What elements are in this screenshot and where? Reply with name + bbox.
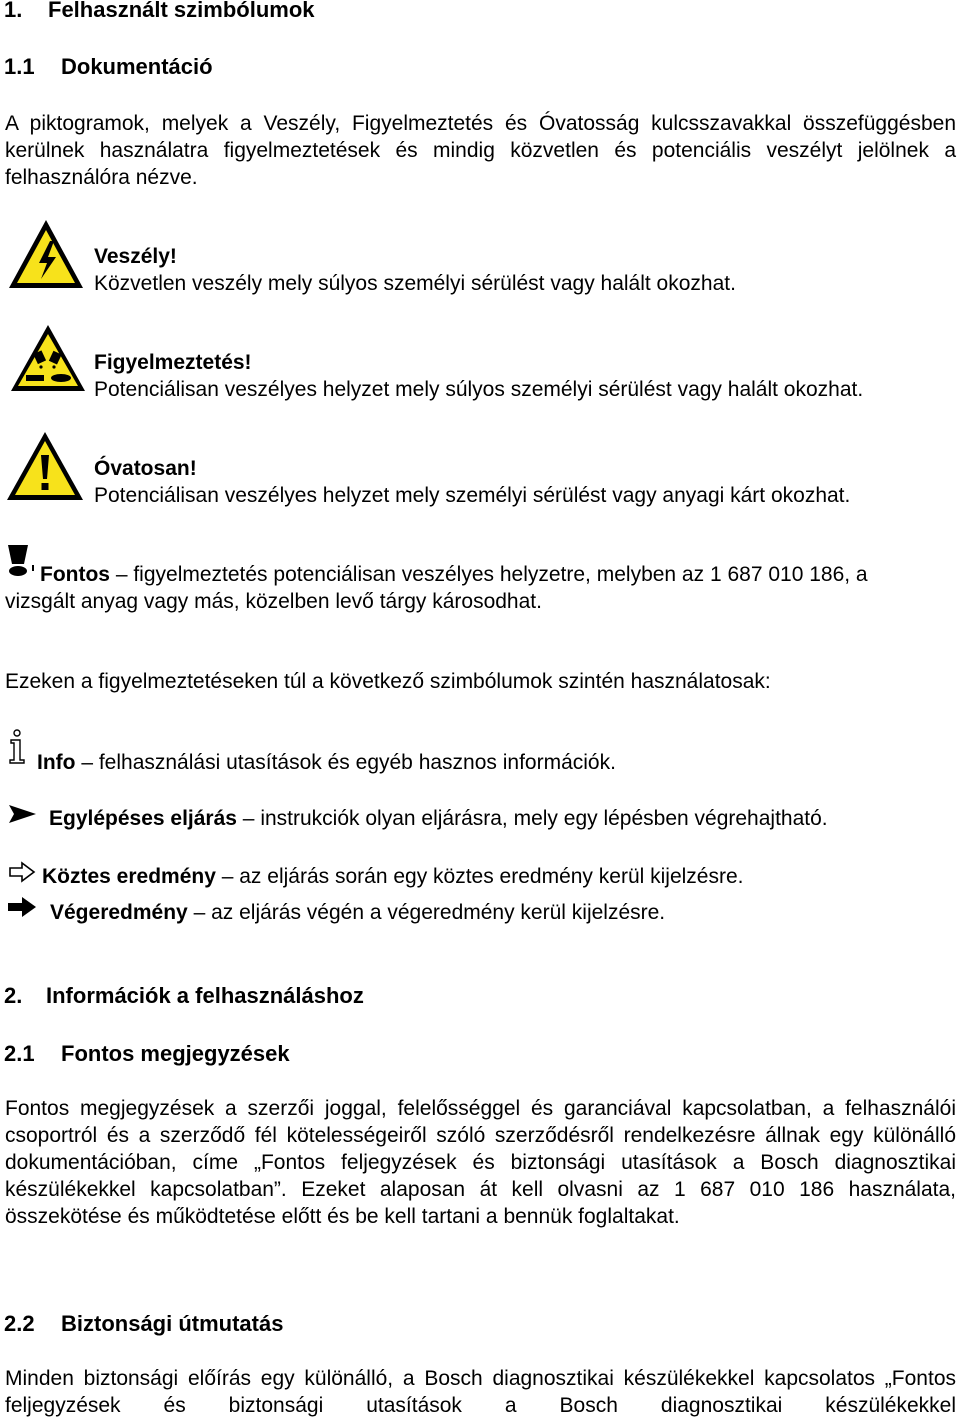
single-step-label: Egylépéses eljárás [49,807,237,830]
solid-arrow-icon [6,895,38,919]
important-line-2: vizsgált anyag vagy más, közelben levő tárgy károsodhat. [5,590,542,613]
final-label: Végeredmény [50,901,188,924]
exclamation-icon [6,543,36,577]
warning-description: Potenciálisan veszélyes helyzet mely súlyos személyi sérülést vagy halált okozhat. [94,378,864,401]
warning-title: Figyelmeztetés! [94,351,252,374]
caution-description: Potenciálisan veszélyes helyzet mely személyi sérülést vagy anyagi kárt okozhat. [94,484,851,507]
danger-description: Közvetlen veszély mely súlyos személyi sérülést vagy halált okozhat. [94,272,736,295]
heading-section-1-1 [4,54,213,80]
heading-title: Dokumentáció [61,54,213,79]
info-line [37,749,616,776]
important-line-1 [40,561,868,588]
corrosive-hazard-icon [8,322,88,394]
interim-text: – az eljárás során egy köztes eredmény kerül kijelzésre. [215,865,744,888]
info-icon [6,729,28,765]
electric-hazard-icon [6,217,86,291]
info-label: Info [37,751,76,774]
important-label: Fontos [40,563,110,586]
heading-title: Információk a felhasználáshoz [46,983,364,1008]
heading-title: Felhasznált szimbólumok [48,0,315,22]
hollow-arrow-icon [8,861,36,883]
danger-title: Veszély! [94,245,177,268]
heading-section-1 [4,0,315,23]
heading-number: 1. [4,0,23,22]
heading-number: 2. [4,983,23,1008]
intro-paragraph: A piktogramok, melyek a Veszély, Figyelmeztetés és Óvatosság kulcsszavakkal összefüggésben kerülnek használatra figyelmeztetések és mindig közvetlen és potenciális veszélyt jelölnek a felhasználóra nézve. [5,112,956,189]
heading-section-2 [4,983,364,1009]
caution-title: Óvatosan! [94,457,197,480]
heading-number: 2.2 [4,1311,35,1336]
heading-number: 1.1 [4,54,35,79]
heading-title: Biztonsági útmutatás [61,1311,284,1336]
important-text: – figyelmeztetés potenciálisan veszélyes helyzetre, melyben az 1 687 010 186, a [109,563,868,586]
heading-title: Fontos megjegyzések [61,1041,290,1066]
heading-number: 2.1 [4,1041,35,1066]
other-symbols-intro: Ezeken a figyelmeztetéseken túl a következő szimbólumok szintén használatosak: [5,670,771,693]
heading-section-2-2 [4,1311,283,1337]
final-line [50,899,665,926]
heading-section-2-1 [4,1041,290,1067]
single-step-text: – instrukciók olyan eljárásra, mely egy lépésben végrehajtható. [236,807,828,830]
exclamation-triangle-icon [4,429,86,503]
single-step-line [49,805,828,832]
safety-paragraph: Minden biztonsági előírás egy különálló, a Bosch diagnosztikai készülékekkel kapcsolatos „Fontos feljegyzések és biztonsági utasítások a Bosch diagnosztikai készülékekkel [5,1367,956,1417]
final-text: – az eljárás végén a végeredmény kerül kijelzésre. [187,901,666,924]
interim-line [42,863,743,890]
single-step-arrow-icon [9,803,37,825]
info-text: – felhasználási utasítások és egyéb hasznos információk. [75,751,616,774]
notes-paragraph: Fontos megjegyzések a szerzői joggal, felelősséggel és garanciával kapcsolatban, a felhasználói csoportról és a szerződő fél kötelességeiről szóló szerződésről rendelkezésre állnak egy különálló dokumentációban, címe „Fontos feljegyzések és biztonsági utasítások a Bosch diagnosztikai készülékekkel kapcsolatban”. Ezeket alaposan át kell olvasni az 1 687 010 186 használata, összekötése és működtetése előtt és be kell tartani a bennük foglaltakat. [5,1097,956,1228]
interim-label: Köztes eredmény [42,865,216,888]
